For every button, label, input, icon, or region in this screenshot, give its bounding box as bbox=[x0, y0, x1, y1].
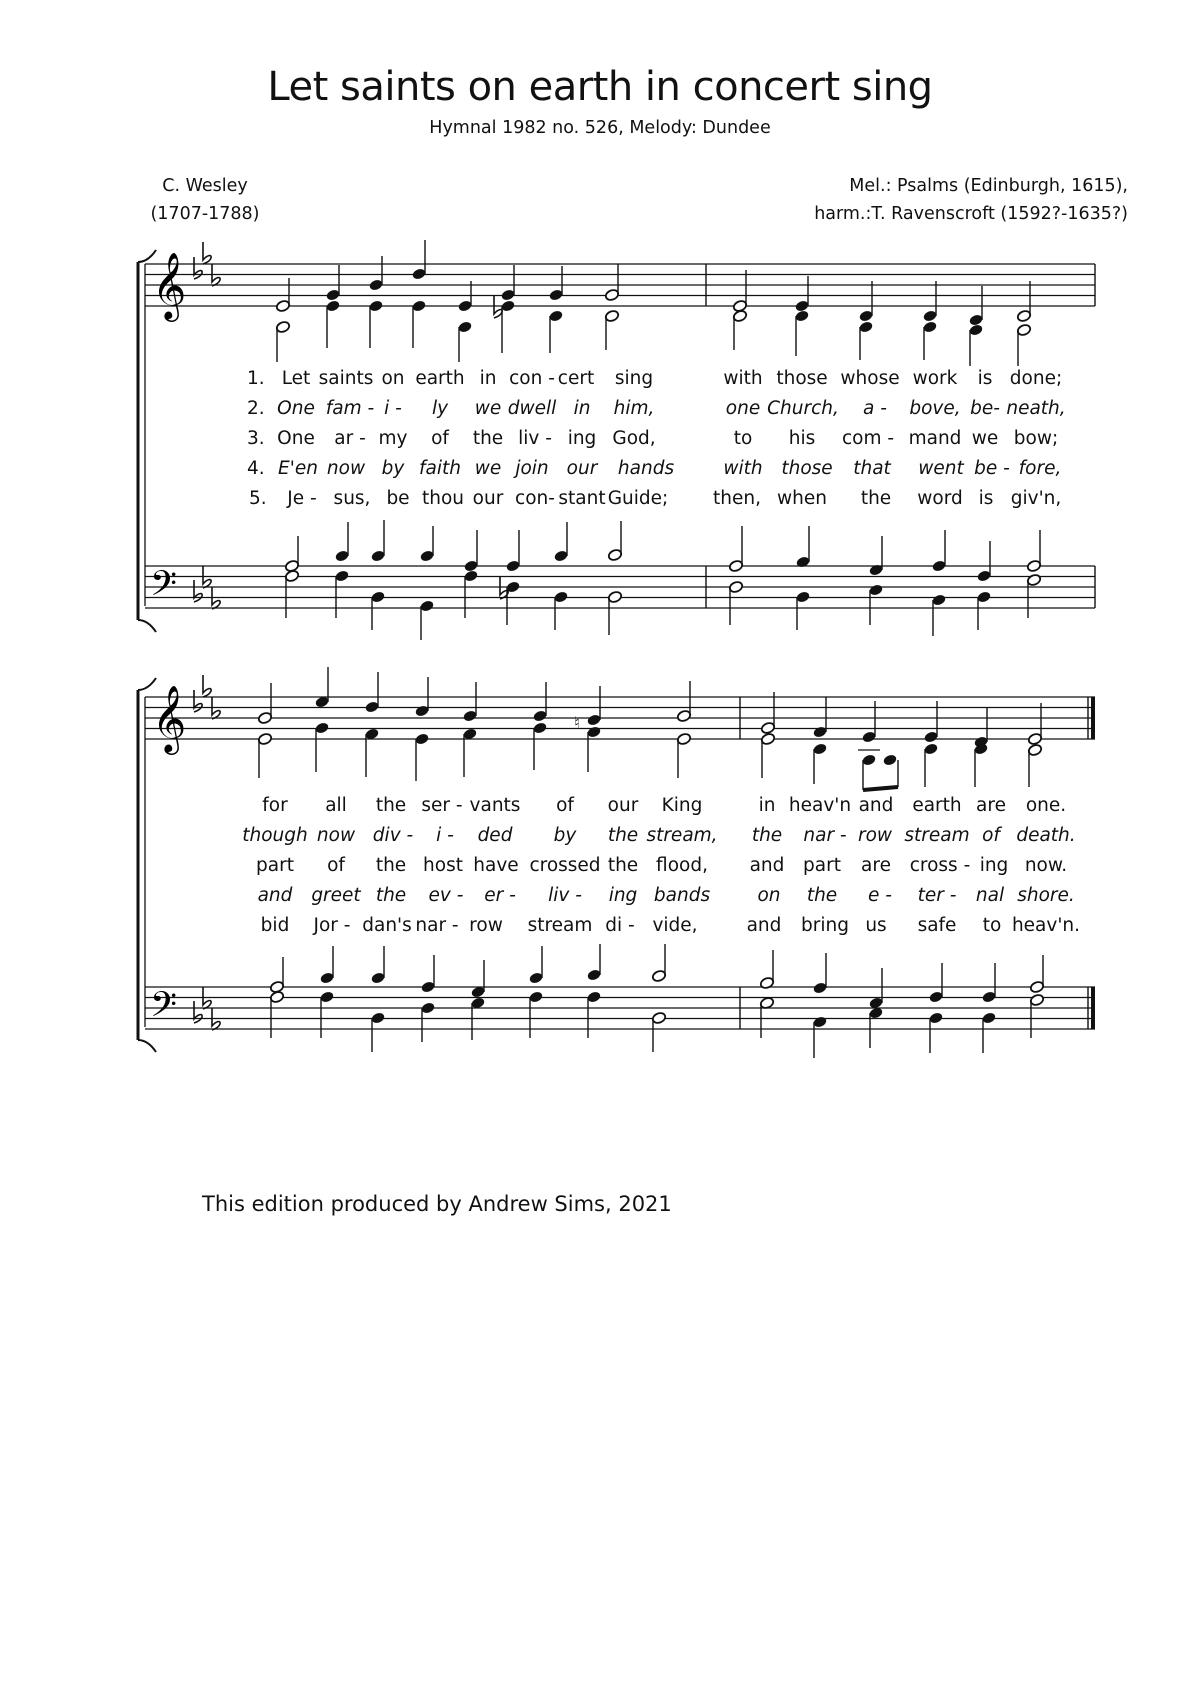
lyric-syllable: ded bbox=[477, 825, 513, 846]
lyric-syllable: now. bbox=[1024, 855, 1068, 876]
lyric-syllable: safe bbox=[917, 915, 957, 936]
lyric-syllable: the bbox=[806, 885, 838, 906]
lyric-syllable: on bbox=[381, 368, 405, 389]
lyric-syllable: vants bbox=[469, 795, 521, 816]
lyric-syllable: nar - bbox=[803, 825, 847, 846]
verse-3-line-2 bbox=[0, 855, 1200, 885]
lyric-syllable: fore, bbox=[1018, 458, 1062, 479]
lyric-syllable: crossed bbox=[529, 855, 601, 876]
lyric-syllable: heav'n bbox=[788, 795, 852, 816]
lyric-syllable: heav'n. bbox=[1011, 915, 1081, 936]
lyric-syllable: one bbox=[725, 398, 761, 419]
lyric-syllable: of bbox=[327, 855, 345, 876]
music-source: Mel.: Psalms (Edinburgh, 1615), bbox=[849, 176, 1128, 196]
lyric-syllable: shore. bbox=[1017, 885, 1075, 906]
treble-clef-icon: 𝄞 bbox=[152, 684, 187, 752]
lyric-syllable: on bbox=[757, 885, 781, 906]
treble-notes-1 bbox=[275, 240, 1031, 366]
lyric-syllable: earth bbox=[415, 368, 465, 389]
lyric-syllable: work bbox=[912, 368, 958, 389]
lyric-syllable: us bbox=[865, 915, 887, 936]
lyric-syllable: for bbox=[262, 795, 288, 816]
lyric-syllable: whose bbox=[840, 368, 900, 389]
lyric-syllable: neath, bbox=[1006, 398, 1066, 419]
lyric-syllable: bands bbox=[653, 885, 711, 906]
lyric-syllable: Je - bbox=[287, 488, 317, 509]
verse-1-line-1 bbox=[0, 368, 1200, 398]
lyric-syllable: One bbox=[277, 398, 315, 419]
lyric-syllable: be - bbox=[974, 458, 1010, 479]
lyric-syllable: Jor - bbox=[313, 915, 351, 936]
lyric-syllable: cross - bbox=[909, 855, 971, 876]
lyric-syllable: Let bbox=[281, 368, 311, 389]
lyric-syllable: hands bbox=[617, 458, 675, 479]
lyric-syllable: and bbox=[858, 795, 894, 816]
hymn-subtitle: Hymnal 1982 no. 526, Melody: Dundee bbox=[429, 118, 771, 138]
lyric-syllable: ser - bbox=[421, 795, 463, 816]
lyric-syllable: done; bbox=[1009, 368, 1063, 389]
lyric-syllable: our bbox=[472, 488, 504, 509]
lyric-syllable: word bbox=[917, 488, 963, 509]
lyric-syllable: ter - bbox=[917, 885, 957, 906]
lyric-syllable: cert bbox=[557, 368, 595, 389]
lyric-syllable: row bbox=[857, 825, 893, 846]
lyric-syllable: di - bbox=[605, 915, 635, 936]
lyric-syllable: ing bbox=[979, 855, 1009, 876]
lyric-syllable: i - bbox=[384, 398, 402, 419]
lyric-syllable: is bbox=[977, 368, 993, 389]
lyric-syllable: and bbox=[746, 915, 782, 936]
lyric-syllable: bow; bbox=[1013, 428, 1059, 449]
edition-credit: This edition produced by Andrew Sims, 2021 bbox=[202, 1192, 672, 1216]
lyric-syllable: bring bbox=[801, 915, 849, 936]
lyric-syllable: giv'n, bbox=[1010, 488, 1062, 509]
lyric-syllable: by bbox=[553, 825, 577, 846]
lyric-syllable: of bbox=[431, 428, 449, 449]
lyric-syllable: saints bbox=[318, 368, 374, 389]
verse-number: 2. bbox=[247, 398, 265, 419]
lyric-syllable: vide, bbox=[652, 915, 698, 936]
lyric-syllable: be bbox=[386, 488, 410, 509]
lyric-syllable: er - bbox=[484, 885, 516, 906]
lyric-syllable: part bbox=[256, 855, 294, 876]
lyric-syllable: is bbox=[978, 488, 994, 509]
treble-clef-icon: 𝄞 bbox=[152, 251, 187, 319]
lyric-syllable: mand bbox=[908, 428, 962, 449]
lyric-syllable: King bbox=[661, 795, 703, 816]
lyric-syllable: One bbox=[277, 428, 315, 449]
bass-notes-1 bbox=[284, 520, 1041, 640]
lyric-syllable: to bbox=[982, 915, 1002, 936]
lyric-syllable: con - bbox=[509, 368, 555, 389]
lyric-syllable: our bbox=[566, 458, 598, 479]
lyric-syllable: ev - bbox=[428, 885, 464, 906]
lyric-syllable: in bbox=[479, 368, 497, 389]
treble-staff-2 bbox=[145, 697, 1095, 739]
lyric-syllable: the bbox=[472, 428, 504, 449]
lyric-syllable: though bbox=[242, 825, 308, 846]
lyric-syllable: Guide; bbox=[607, 488, 669, 509]
lyric-syllable: host bbox=[423, 855, 463, 876]
lyric-syllable: stream bbox=[904, 825, 970, 846]
lyric-syllable: my bbox=[378, 428, 408, 449]
lyric-syllable: in bbox=[573, 398, 591, 419]
bass-staff-2 bbox=[145, 987, 1095, 1029]
lyric-syllable: e - bbox=[868, 885, 892, 906]
lyric-syllable: a - bbox=[863, 398, 887, 419]
lyric-syllable: sing bbox=[614, 368, 654, 389]
lyric-syllable: God, bbox=[612, 428, 656, 449]
lyric-syllable: and bbox=[257, 885, 293, 906]
lyric-syllable: part bbox=[803, 855, 841, 876]
lyric-syllable: we bbox=[971, 428, 999, 449]
lyric-syllable: i - bbox=[436, 825, 454, 846]
lyric-syllable: the bbox=[607, 825, 639, 846]
lyric-syllable: con- bbox=[515, 488, 555, 509]
lyric-syllable: row bbox=[469, 915, 503, 936]
lyric-syllable: greet bbox=[311, 885, 361, 906]
bass-clef-icon: 𝄢 bbox=[150, 984, 178, 1033]
harmonization: harm.:T. Ravenscroft (1592?-1635?) bbox=[814, 204, 1128, 224]
lyric-syllable: those bbox=[776, 368, 828, 389]
verse-number: 5. bbox=[249, 488, 267, 509]
lyric-syllable: we bbox=[474, 458, 502, 479]
lyric-syllable: with bbox=[723, 368, 763, 389]
lyric-syllable: fam - bbox=[325, 398, 375, 419]
verse-4-line-1 bbox=[0, 458, 1200, 488]
verse-5-line-1 bbox=[0, 488, 1200, 518]
lyric-syllable: stant bbox=[558, 488, 606, 509]
verse-3-line-1 bbox=[0, 428, 1200, 458]
lyric-syllable: liv - bbox=[548, 885, 582, 906]
verse-2-line-2 bbox=[0, 825, 1200, 855]
lyric-syllable: now bbox=[326, 458, 366, 479]
lyric-syllable: flood, bbox=[656, 855, 708, 876]
lyric-syllable: div - bbox=[372, 825, 414, 846]
lyric-syllable: are bbox=[976, 795, 1006, 816]
verse-number: 1. bbox=[247, 368, 265, 389]
lyric-syllable: of bbox=[982, 825, 1000, 846]
bass-staff-1 bbox=[145, 566, 1095, 608]
lyric-syllable: sus, bbox=[333, 488, 371, 509]
lyric-syllable: the bbox=[751, 825, 783, 846]
lyric-syllable: all bbox=[325, 795, 347, 816]
verse-2-line-1 bbox=[0, 398, 1200, 428]
lyric-syllable: liv - bbox=[518, 428, 552, 449]
verse-1-line-2 bbox=[0, 795, 1200, 825]
lyric-syllable: the bbox=[860, 488, 892, 509]
lyric-syllable: stream bbox=[527, 915, 593, 936]
text-author: C. Wesley bbox=[162, 176, 248, 196]
svg-text:♮: ♮ bbox=[574, 713, 580, 732]
lyric-syllable: bove, bbox=[909, 398, 961, 419]
lyric-syllable: ing bbox=[567, 428, 597, 449]
lyric-syllable: stream, bbox=[646, 825, 718, 846]
lyric-syllable: ing bbox=[608, 885, 638, 906]
lyric-syllable: dan's bbox=[362, 915, 412, 936]
lyric-syllable: to bbox=[733, 428, 753, 449]
lyric-syllable: those bbox=[781, 458, 833, 479]
lyric-syllable: with bbox=[723, 458, 763, 479]
lyric-syllable: the bbox=[607, 855, 639, 876]
lyric-syllable: went bbox=[918, 458, 964, 479]
lyric-syllable: ly bbox=[431, 398, 449, 419]
lyric-syllable: thou bbox=[421, 488, 465, 509]
lyric-syllable: ar - bbox=[334, 428, 366, 449]
lyric-syllable: we bbox=[474, 398, 502, 419]
lyric-syllable: join bbox=[515, 458, 549, 479]
text-author-dates: (1707-1788) bbox=[150, 204, 260, 224]
lyric-syllable: the bbox=[375, 885, 407, 906]
verse-4-line-2 bbox=[0, 885, 1200, 915]
lyric-syllable: our bbox=[607, 795, 639, 816]
lyric-syllable: when bbox=[777, 488, 827, 509]
lyric-syllable: the bbox=[375, 855, 407, 876]
hymn-title: Let saints on earth in concert sing bbox=[267, 64, 933, 110]
lyric-syllable: E'en bbox=[278, 458, 318, 479]
lyric-syllable: in bbox=[758, 795, 776, 816]
lyric-syllable: faith bbox=[419, 458, 461, 479]
lyric-syllable: dwell bbox=[507, 398, 557, 419]
lyric-syllable: Church, bbox=[767, 398, 839, 419]
lyric-syllable: one. bbox=[1025, 795, 1067, 816]
lyric-syllable: nal bbox=[975, 885, 1005, 906]
lyric-syllable: him, bbox=[613, 398, 655, 419]
bass-clef-icon: 𝄢 bbox=[150, 563, 178, 612]
lyric-syllable: and bbox=[749, 855, 785, 876]
lyric-syllable: be- bbox=[970, 398, 1000, 419]
lyric-syllable: now bbox=[316, 825, 356, 846]
lyric-syllable: of bbox=[556, 795, 574, 816]
lyric-syllable: death. bbox=[1016, 825, 1076, 846]
lyric-syllable: bid bbox=[260, 915, 290, 936]
lyric-syllable: the bbox=[375, 795, 407, 816]
verse-number: 3. bbox=[247, 428, 265, 449]
lyric-syllable: earth bbox=[912, 795, 962, 816]
verse-number: 4. bbox=[247, 458, 265, 479]
treble-staff-1 bbox=[145, 264, 1095, 306]
lyric-syllable: have bbox=[473, 855, 519, 876]
lyric-syllable: that bbox=[853, 458, 891, 479]
lyric-syllable: com - bbox=[841, 428, 895, 449]
verse-5-line-2 bbox=[0, 915, 1200, 945]
lyric-syllable: nar - bbox=[415, 915, 459, 936]
lyric-syllable: then, bbox=[713, 488, 761, 509]
lyric-syllable: are bbox=[861, 855, 891, 876]
lyric-syllable: by bbox=[381, 458, 405, 479]
lyric-syllable: his bbox=[788, 428, 816, 449]
bass-notes-2 bbox=[269, 944, 1044, 1058]
